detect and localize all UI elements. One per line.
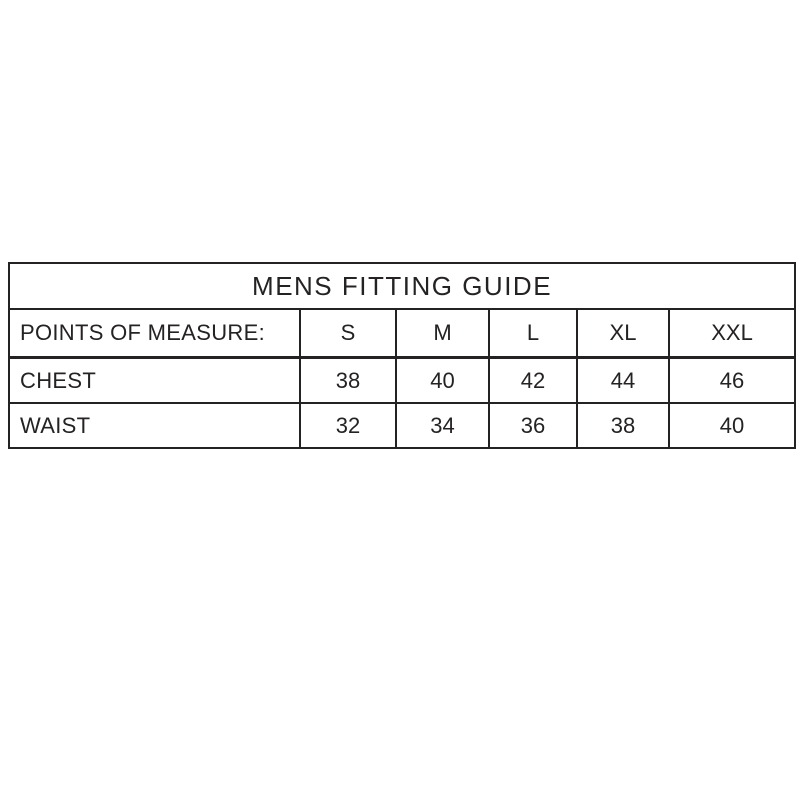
- table-title-row: [9, 263, 795, 309]
- table-row-waist: [9, 403, 795, 448]
- chest-value-m: 40: [396, 358, 489, 404]
- waist-value-m: 34: [396, 403, 489, 448]
- header-size-s: S: [300, 309, 396, 358]
- chest-value-s: 38: [300, 358, 396, 404]
- waist-value-xl: 38: [577, 403, 669, 448]
- chest-value-xl: 44: [577, 358, 669, 404]
- waist-value-l: 36: [489, 403, 577, 448]
- header-size-xxl: XXL: [669, 309, 795, 358]
- row-label-chest: CHEST: [9, 358, 300, 404]
- table-row-chest: [9, 358, 795, 404]
- chest-value-xxl: 46: [669, 358, 795, 404]
- table-header-row: [9, 309, 795, 358]
- mens-fitting-guide-table: [8, 262, 796, 449]
- header-size-l: L: [489, 309, 577, 358]
- mens-fitting-guide: [8, 262, 794, 449]
- row-label-waist: WAIST: [9, 403, 300, 448]
- header-points-of-measure: POINTS OF MEASURE:: [9, 309, 300, 358]
- waist-value-xxl: 40: [669, 403, 795, 448]
- waist-value-s: 32: [300, 403, 396, 448]
- header-size-m: M: [396, 309, 489, 358]
- chest-value-l: 42: [489, 358, 577, 404]
- header-size-xl: XL: [577, 309, 669, 358]
- table-title: MENS FITTING GUIDE: [9, 263, 795, 309]
